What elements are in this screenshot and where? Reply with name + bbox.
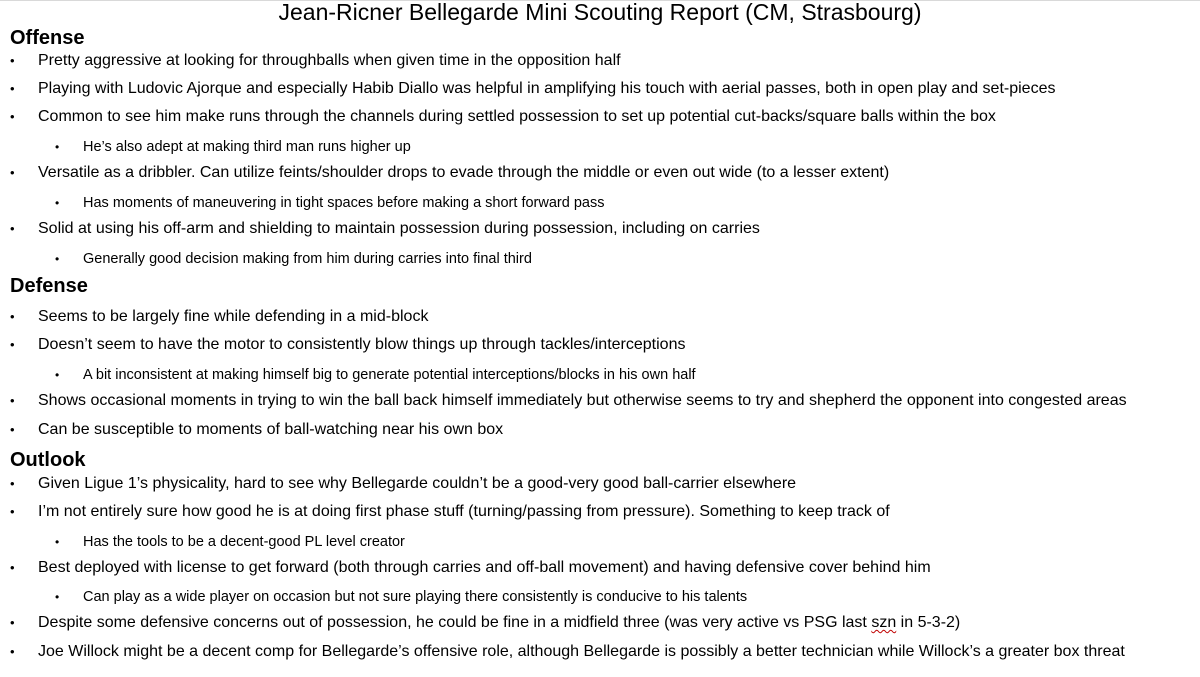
list-item — [10, 51, 621, 71]
bullet-icon: • — [10, 309, 15, 324]
bullet-icon: • — [10, 53, 15, 68]
bullet-icon: • — [10, 615, 15, 630]
list-item-text: I’m not entirely sure how good he is at doing first phase stuff (turning/passing from pressure). Something to keep track of — [38, 503, 890, 520]
page-title: Jean-Ricner Bellegarde Mini Scouting Report (CM, Strasbourg) — [278, 0, 922, 25]
list-item-text: Pretty aggressive at looking for throughballs when given time in the opposition half — [38, 52, 621, 69]
list-item-text: Shows occasional moments in trying to win the ball back himself immediately but otherwise seems to try and shepherd the opponent into congested areas — [38, 392, 1127, 409]
bullet-icon: • — [10, 560, 15, 575]
list-item — [10, 502, 890, 522]
bullet-icon: • — [55, 535, 60, 549]
bullet-icon: • — [10, 644, 15, 659]
list-item-text: Playing with Ludovic Ajorque and especially Habib Diallo was helpful in amplifying his touch with aerial passes, both in open play and set-pieces — [38, 80, 1056, 97]
sub-list-item — [55, 365, 696, 385]
list-item-text: Solid at using his off-arm and shielding to maintain possession during possession, including on carries — [38, 220, 760, 237]
spellcheck-flagged-word[interactable]: szn — [871, 614, 897, 631]
list-item-text: Versatile as a dribbler. Can utilize feints/shoulder drops to evade through the middle or even out wide (to a lesser extent) — [38, 164, 890, 181]
list-item-text: Generally good decision making from him during carries into final third — [83, 251, 532, 267]
sub-list-item — [55, 532, 405, 552]
bullet-icon: • — [10, 109, 15, 124]
list-item-text: Doesn’t seem to have the motor to consistently blow things up through tackles/interceptions — [38, 336, 686, 353]
list-item — [10, 642, 1125, 662]
list-item-text: He’s also adept at making third man runs higher up — [83, 139, 411, 155]
list-item-text: Joe Willock might be a decent comp for Bellegarde’s offensive role, although Bellegarde is possibly a better technician while Willock’s a greater box threat — [38, 643, 1125, 660]
list-item-text: Best deployed with license to get forward (both through carries and off-ball movement) and having defensive cover behind him — [38, 559, 931, 576]
list-item — [10, 163, 890, 183]
list-item — [10, 219, 760, 239]
bullet-icon: • — [10, 337, 15, 352]
bullet-icon: • — [10, 221, 15, 236]
bullet-icon: • — [10, 422, 15, 437]
list-item — [10, 107, 996, 127]
sub-list-item — [55, 137, 411, 157]
bullet-icon: • — [10, 504, 15, 519]
sub-list-item — [55, 193, 605, 213]
bullet-icon: • — [55, 140, 60, 154]
list-item — [10, 307, 429, 327]
bullet-icon: • — [10, 165, 15, 180]
list-item-text: Can play as a wide player on occasion but not sure playing there consistently is conducive to his talents — [83, 589, 748, 605]
section-heading-outlook: Outlook — [10, 449, 86, 471]
bullet-icon: • — [10, 476, 15, 491]
sub-list-item — [55, 587, 748, 607]
bullet-icon: • — [55, 368, 60, 382]
list-item-text-part: Despite some defensive concerns out of possession, he could be fine in a midfield three (was very active vs PSG last — [38, 614, 872, 631]
bullet-icon: • — [55, 590, 60, 604]
bullet-icon: • — [10, 81, 15, 96]
section-heading-defense: Defense — [10, 275, 88, 297]
bullet-icon: • — [55, 252, 60, 266]
list-item — [10, 79, 1056, 99]
sub-list-item — [55, 249, 532, 269]
list-item — [10, 474, 797, 494]
list-item — [10, 335, 686, 355]
list-item-text: Can be susceptible to moments of ball-watching near his own box — [38, 421, 504, 438]
list-item — [10, 613, 961, 633]
list-item-text: Seems to be largely fine while defending in a mid-block — [38, 308, 429, 325]
list-item-text: Given Ligue 1’s physicality, hard to see why Bellegarde couldn’t be a good-very good ball-carrier elsewhere — [38, 475, 797, 492]
bullet-icon: • — [55, 196, 60, 210]
list-item-text: A bit inconsistent at making himself big to generate potential interceptions/blocks in his own half — [83, 367, 696, 383]
list-item-text-part: in 5-3-2) — [896, 614, 961, 631]
bullet-icon: • — [10, 393, 15, 408]
list-item — [10, 558, 931, 578]
section-heading-offense: Offense — [10, 27, 85, 49]
list-item-text: Common to see him make runs through the channels during settled possession to set up potential cut-backs/square balls within the box — [38, 108, 996, 125]
list-item-text — [38, 613, 960, 633]
list-item — [10, 420, 504, 440]
list-item-text: Has the tools to be a decent-good PL level creator — [83, 534, 405, 550]
list-item-text: Has moments of maneuvering in tight spaces before making a short forward pass — [83, 195, 605, 211]
list-item — [10, 391, 1127, 411]
